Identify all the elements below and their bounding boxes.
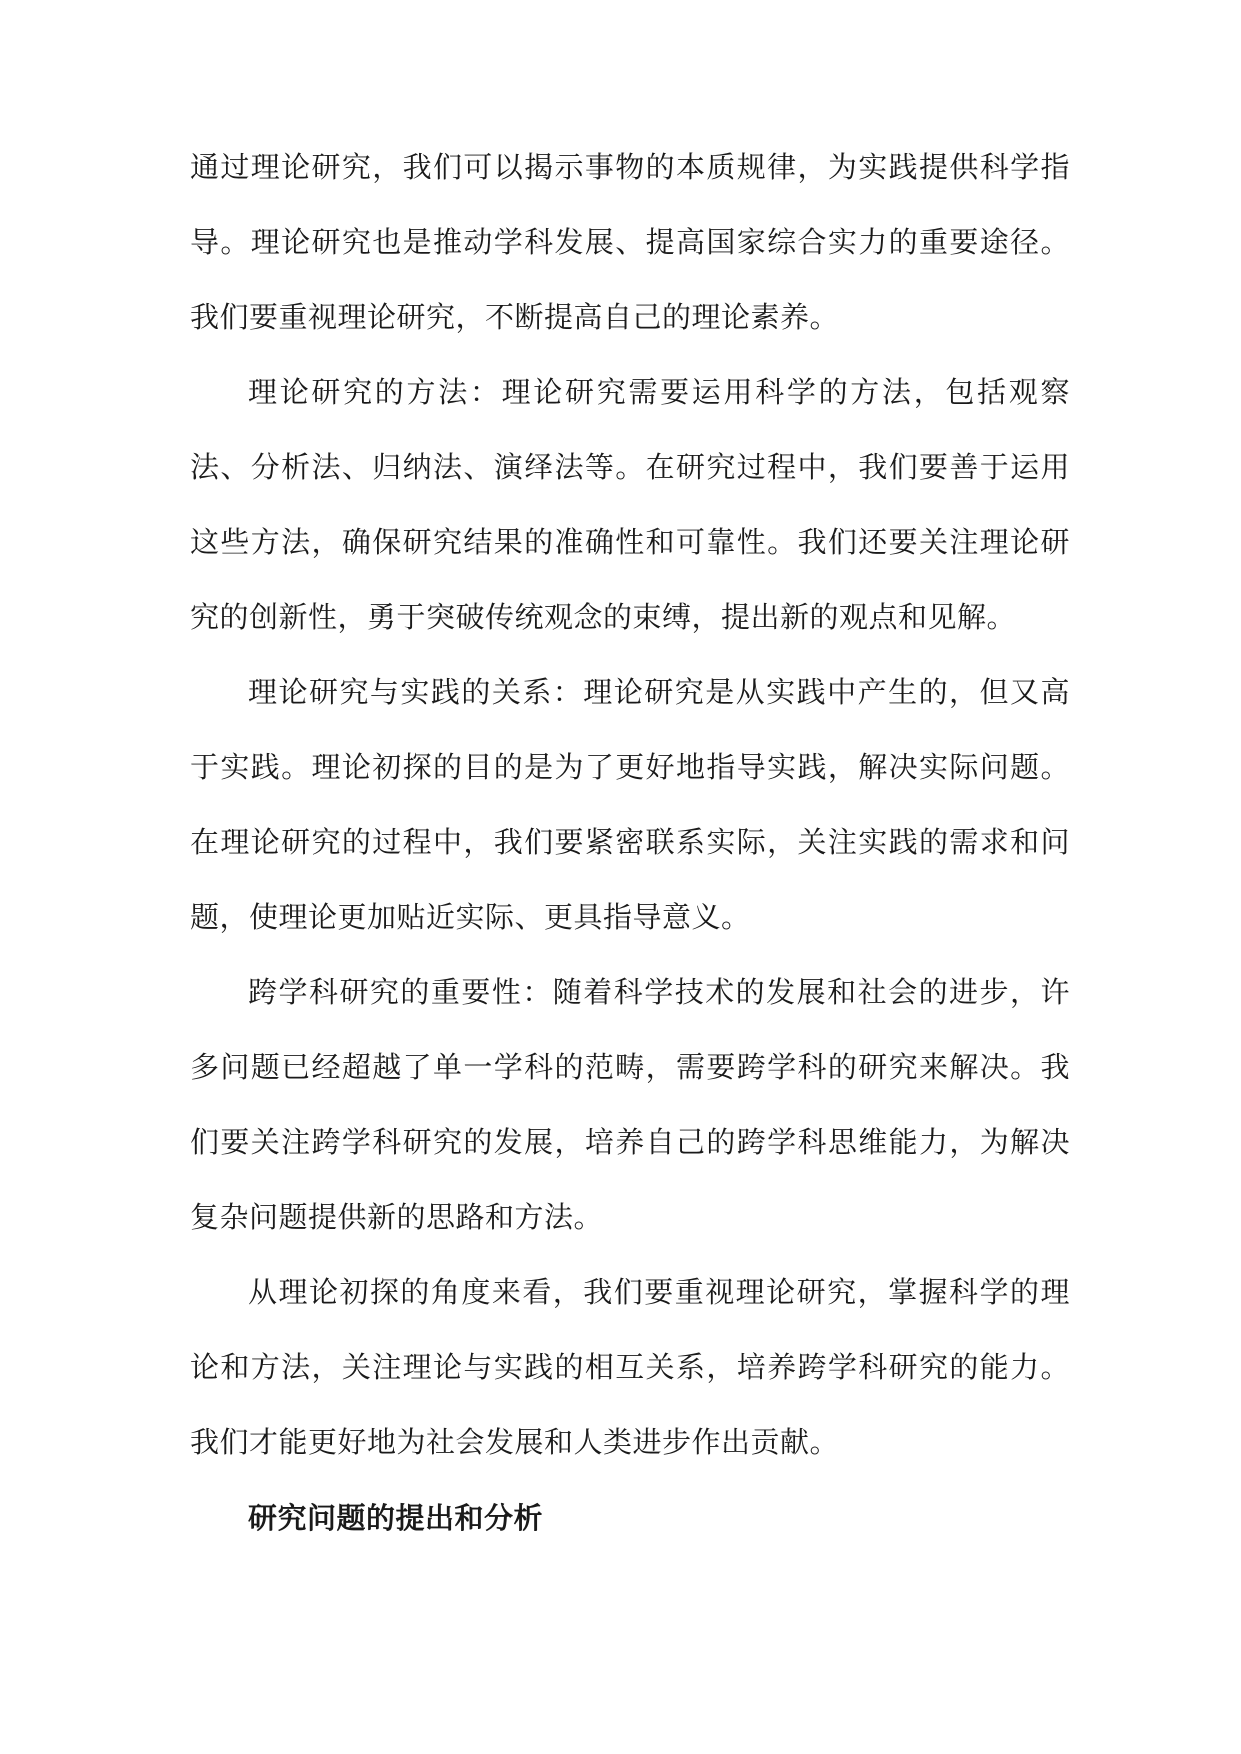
paragraph-intro: 通过理论研究，我们可以揭示事物的本质规律，为实践提供科学指导。理论研究也是推动学科发展、提高国家综合实力的重要途径。我们要重视理论研究，不断提高自己的理论素养。 — [190, 150, 1070, 334]
paragraph-interdisciplinary: 跨学科研究的重要性：随着科学技术的发展和社会的进步，许多问题已经超越了单一学科的范畴，需要跨学科的研究来解决。我们要关注跨学科研究的发展，培养自己的跨学科思维能力，为解决复杂问题提供新的思路和方法。 — [190, 975, 1070, 1234]
body-text — [190, 130, 1070, 1480]
paragraph-theory-practice: 理论研究与实践的关系：理论研究是从实践中产生的，但又高于实践。理论初探的目的是为了更好地指导实践，解决实际问题。在理论研究的过程中，我们要紧密联系实际，关注实践的需求和问题，使理论更加贴近实际、更具指导意义。 — [190, 675, 1070, 934]
paragraph-research-methods: 理论研究的方法：理论研究需要运用科学的方法，包括观察法、分析法、归纳法、演绎法等。在研究过程中，我们要善于运用这些方法，确保研究结果的准确性和可靠性。我们还要关注理论研究的创新性，勇于突破传统观念的束缚，提出新的观点和见解。 — [190, 375, 1070, 634]
paragraph-conclusion: 从理论初探的角度来看，我们要重视理论研究，掌握科学的理论和方法，关注理论与实践的相互关系，培养跨学科研究的能力。我们才能更好地为社会发展和人类进步作出贡献。 — [190, 1275, 1070, 1459]
section-heading: 研究问题的提出和分析 — [248, 1501, 544, 1535]
